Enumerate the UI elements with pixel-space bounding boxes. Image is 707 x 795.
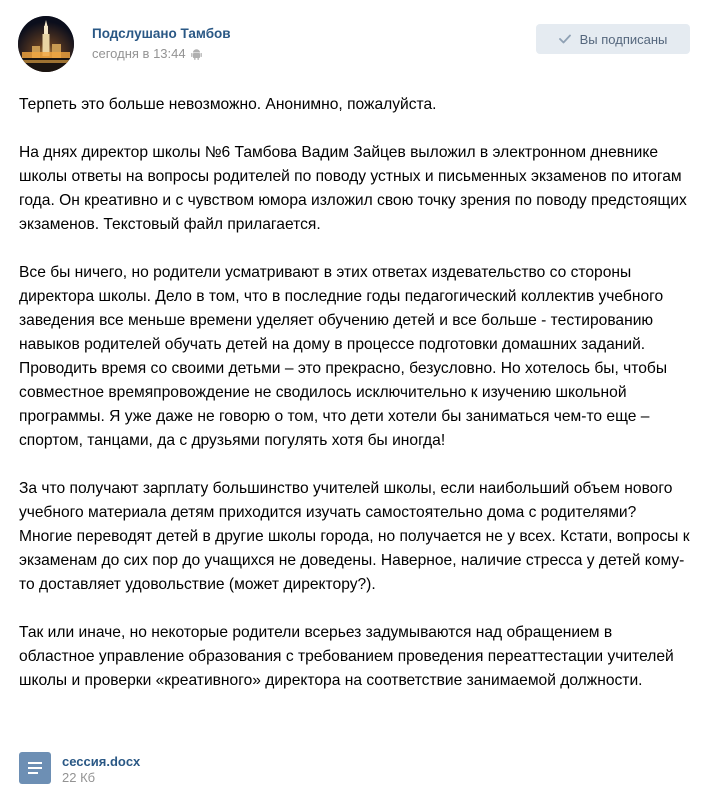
document-attachment[interactable]	[19, 752, 319, 788]
document-size: 22 Кб	[62, 770, 96, 785]
subscribed-button-label: Вы подписаны	[579, 31, 668, 47]
post-paragraph: На днях директор школы №6 Тамбова Вадим Зайцев выложил в электронном дневнике школы ответы на вопросы родителей по поводу устных и письменных экзаменов по итогам года. Он креативно и с чувством юмора изложил свою точку зрения по поводу предстоящих экзаменов. Текстовый файл прилагается.	[19, 144, 687, 233]
post-timestamp[interactable]: сегодня в 13:44	[92, 46, 186, 61]
post-text	[19, 93, 691, 717]
document-icon[interactable]	[19, 752, 51, 784]
post-paragraph: За что получают зарплату большинство учителей школы, если наибольший объем нового учебного материала детям приходится изучать самостоятельно дома с родителями? Многие переводят детей в другие школы города, но получается не у всех. Кстати, вопросы к экзаменам до сих пор до учащихся не доведены. Наверное, наличие стресса у детей кому-то доставляет удовольствие (может директору?).	[19, 480, 690, 593]
post-header	[18, 16, 690, 72]
post-paragraph: Все бы ничего, но родители усматривают в этих ответах издевательство со стороны директора школы. Дело в том, что в последние годы педагогический коллектив учебного заведения все меньше времени уделяет обучению детей и все больше - тестированию навыков родителей обучать детей на дому в процессе подготовки домашних заданий. Проводить время со своими детьми – это прекрасно, безусловно. Но хотелось бы, чтобы совместное времяпровождение не сводилось исключительно к изучению школьной программы. Я уже даже не говорю о том, что дети хотели бы заниматься чем-то еще – спортом, танцами, да с друзьями погулять хотя бы иногда!	[19, 264, 668, 449]
community-avatar[interactable]	[18, 16, 74, 72]
document-name-link[interactable]: сессия.docx	[62, 754, 141, 769]
checkmark-icon	[559, 34, 571, 44]
subscribed-button[interactable]	[536, 24, 690, 54]
post-paragraph: Терпеть это больше невозможно. Анонимно, пожалуйста.	[19, 96, 437, 113]
avatar-night-city-image	[18, 16, 74, 72]
author-name-link[interactable]: Подслушано Тамбов	[92, 26, 231, 41]
post-paragraph: Так или иначе, но некоторые родители всерьез задумываются над обращением в областное управление образования с требованием проведения переаттестации учителей школы и проверки «креативного» директора на соответствие занимаемой должности.	[19, 624, 674, 689]
post-meta	[92, 46, 202, 61]
android-icon	[191, 48, 202, 60]
